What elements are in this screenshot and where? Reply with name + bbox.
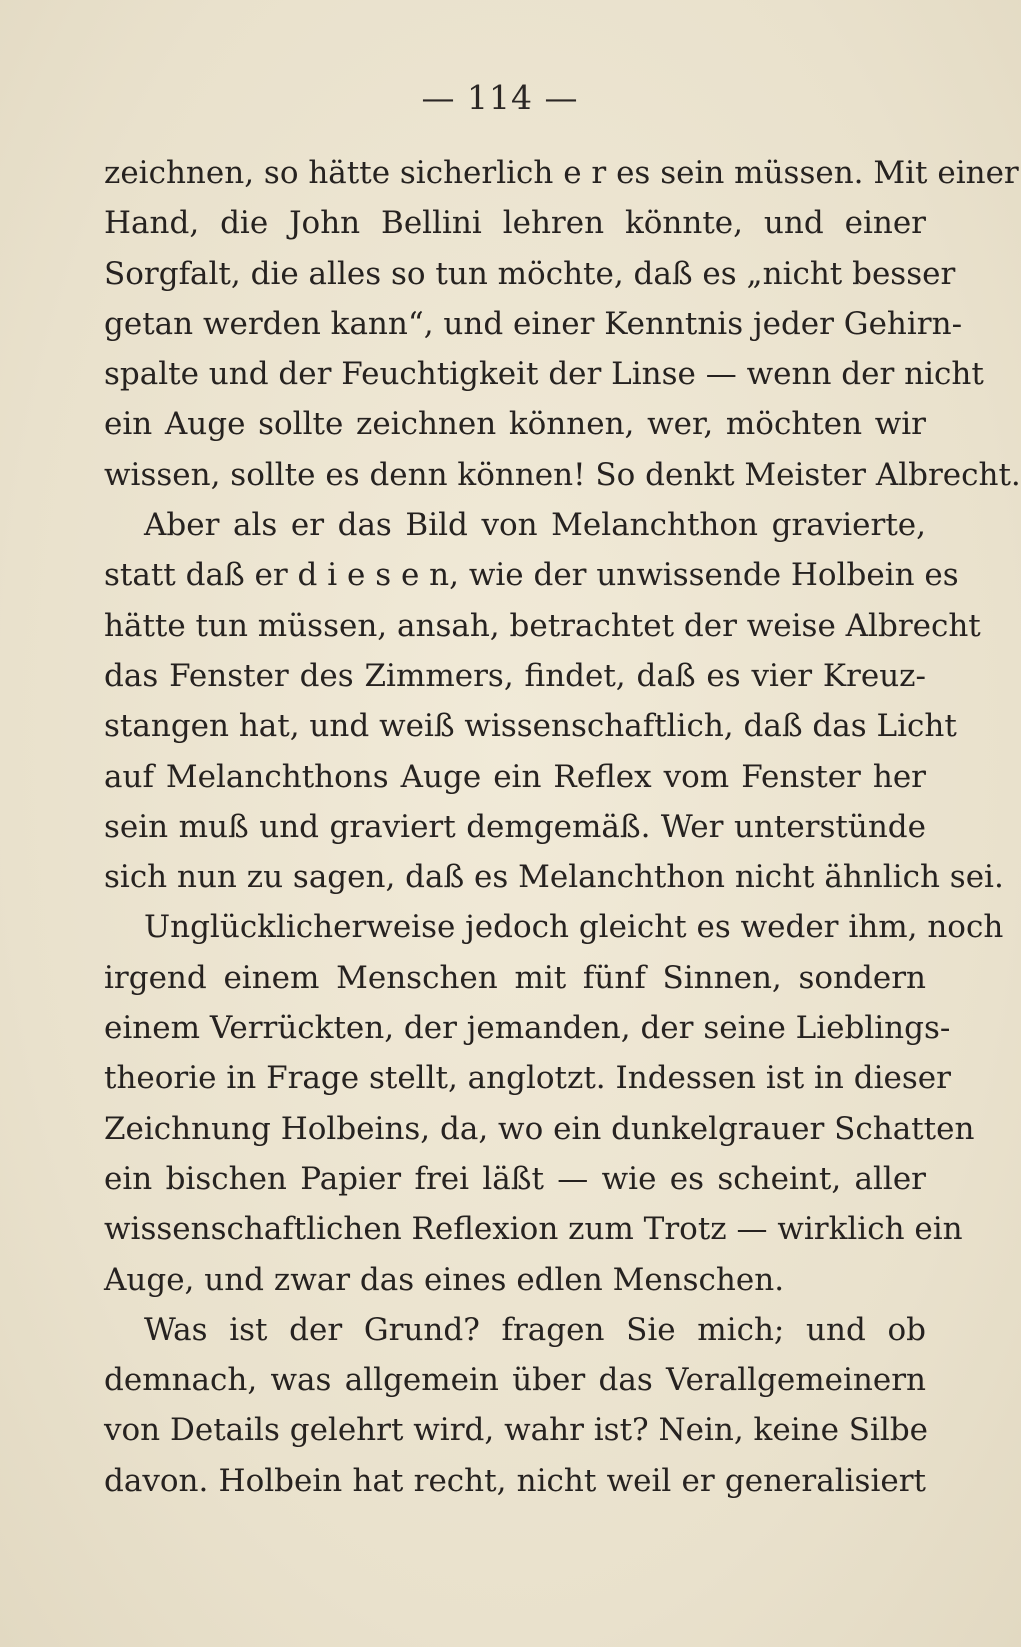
text-line: stangen hat, und weiß wissenschaftlich, daß das Licht — [104, 708, 957, 745]
text-line: ein bischen Papier frei läßt — wie es scheint, aller — [104, 1160, 926, 1197]
text-line: demnach, was allgemein über das Verallgemeinern — [104, 1362, 926, 1399]
text-line: Was ist der Grund? fragen Sie mich; und ob — [144, 1311, 926, 1348]
text-line: irgend einem Menschen mit fünf Sinnen, sondern — [104, 959, 926, 996]
text-line: Zeichnung Holbeins, da, wo ein dunkelgrauer Schatten — [104, 1110, 975, 1147]
text-line: zeichnen, so hätte sicherlich e r es sein müssen. Mit einer — [104, 155, 1019, 191]
text-line: hätte tun müssen, ansah, betrachtet der weise Albrecht — [104, 607, 981, 644]
text-line: das Fenster des Zimmers, findet, daß es vier Kreuz- — [104, 657, 926, 694]
text-line: getan werden kann“, und einer Kenntnis jeder Gehirn- — [104, 305, 963, 342]
text-line: Sorgfalt, die alles so tun möchte, daß es „nicht besser — [104, 255, 956, 292]
text-line: Aber als er das Bild von Melanchthon gravierte, — [144, 507, 926, 544]
text-line: wissenschaftlichen Reflexion zum Trotz — wirklich ein — [104, 1211, 963, 1248]
text-line: wissen, sollte es denn können! So denkt Meister Albrecht. — [104, 456, 1021, 493]
text-line: sich nun zu sagen, daß es Melanchthon nicht ähnlich sei. — [104, 859, 1004, 896]
text-line: sein muß und graviert demgemäß. Wer unterstünde — [104, 808, 926, 845]
paragraph-1 — [104, 148, 1021, 500]
text-line: spalte und der Feuchtigkeit der Linse — wenn der nicht — [104, 356, 984, 393]
text-line: einem Verrückten, der jemanden, der seine Lieblings- — [104, 1010, 951, 1047]
page-number: — 114 — — [421, 78, 579, 117]
text-line: theorie in Frage stellt, anglotzt. Indessen ist in dieser — [104, 1060, 951, 1097]
text-line: davon. Holbein hat recht, nicht weil er generalisiert — [104, 1462, 926, 1499]
text-line: Hand, die John Bellini lehren könnte, und einer — [104, 205, 926, 242]
paragraph-3 — [104, 902, 1004, 1304]
text-line: Auge, und zwar das eines edlen Menschen. — [104, 1261, 785, 1298]
body-text — [104, 148, 1021, 1506]
text-line: statt daß er d i e s e n, wie der unwissende Holbein es — [104, 557, 959, 594]
text-line: von Details gelehrt wird, wahr ist? Nein, keine Silbe — [104, 1412, 929, 1449]
text-line: auf Melanchthons Auge ein Reflex vom Fenster her — [104, 758, 926, 795]
paragraph-4 — [104, 1305, 929, 1506]
text-line: ein Auge sollte zeichnen können, wer, möchten wir — [104, 406, 926, 443]
text-line: Unglücklicherweise jedoch gleicht es weder ihm, noch — [144, 909, 1004, 946]
paragraph-2 — [104, 500, 1004, 902]
